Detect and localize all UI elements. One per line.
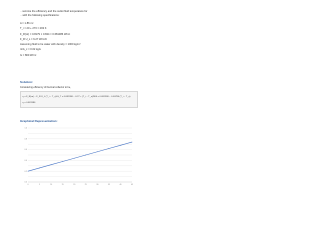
x-tick-label: 0 (27, 183, 29, 186)
data-point (28, 171, 29, 172)
param-fluid-density: Assuming fluid to be water with density = 1000 kg/m³ (20, 43, 81, 46)
efficiency-result: η = 0.681386 (22, 102, 36, 104)
data-point (85, 155, 86, 156)
intro-line-2: …with the following specifications: (20, 14, 60, 17)
data-point (132, 142, 133, 143)
x-tick-label: 20 (73, 183, 76, 186)
formula-box (20, 91, 138, 108)
data-point (109, 148, 110, 149)
param-fr-ul: F_R U_L = 6.27 W/m²K (20, 38, 47, 41)
x-tick-label: 25 (84, 183, 87, 186)
graph-title: Graphical Representation: (20, 119, 58, 123)
formula-caption: Considering efficiency of thermal collector to be, (20, 86, 71, 89)
data-point (120, 145, 121, 146)
y-tick-label: 0.8 (24, 138, 27, 141)
data-point (97, 151, 98, 152)
x-tick-label: 5 (39, 183, 41, 186)
data-point (62, 161, 63, 162)
param-fr-tau-alpha: F_R(τα) = 0.8179 × 0.824 = 0.681386 W/m² (20, 33, 71, 36)
x-tick-label: 30 (96, 183, 99, 186)
param-irradiance: G = 800 W/m² (20, 54, 37, 57)
x-tick-label: 45 (131, 183, 133, 186)
efficiency-chart (20, 126, 136, 189)
data-point (51, 164, 52, 165)
x-tick-label: 35 (107, 183, 110, 186)
solution-title: Solution: (20, 80, 33, 84)
y-tick-label: 0.2 (24, 170, 27, 173)
x-tick-label: 15 (61, 183, 64, 186)
param-mass-flow: ṁ/A_c = 0.02 kg/s (20, 48, 41, 51)
data-point (39, 168, 40, 169)
x-tick-label: 40 (119, 183, 122, 186)
y-tick-label: 0.6 (24, 149, 27, 152)
series-line (28, 142, 132, 171)
intro-line-1: …termine the efficiency and the outlet fluid temperature for (20, 10, 88, 13)
param-inlet-temp: T_i = 20 + 273 = 293 K (20, 27, 47, 30)
param-area: A = 1.86 m² (20, 22, 34, 25)
y-tick-label: 1.0 (24, 127, 27, 130)
y-tick-label: 0.0 (24, 181, 27, 184)
data-point (74, 158, 75, 159)
efficiency-formula: η = F_R(τα) − F_R U_L (T_i − T_a)/G_T = 0.681386 − 6.27 × (T_i − T_a)/800 = 0.681386 − 0.00784 (T_i − T_a) (22, 96, 131, 98)
y-tick-label: 0.4 (24, 160, 27, 162)
x-tick-label: 10 (50, 183, 53, 186)
